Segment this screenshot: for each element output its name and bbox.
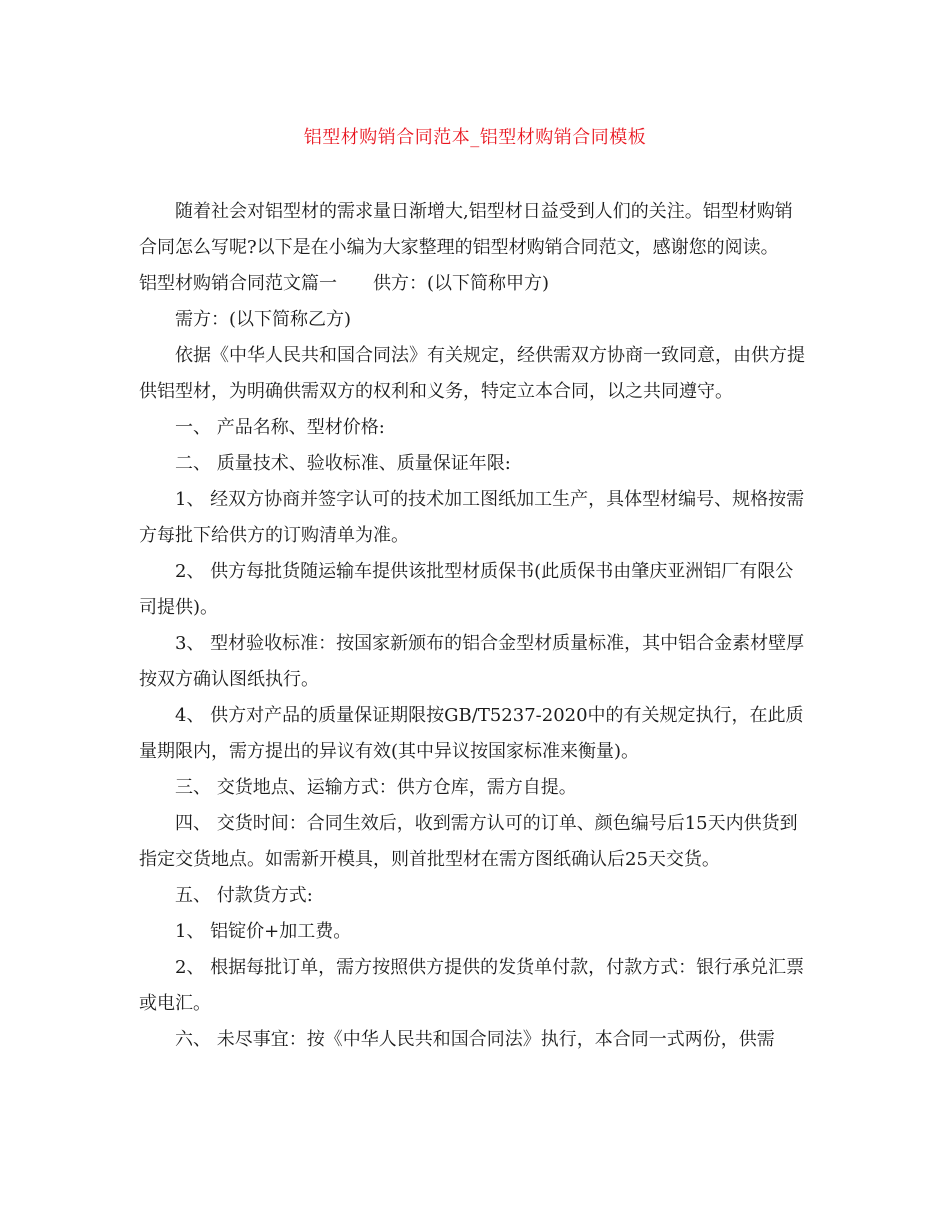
clause-2-item-3: 3、 型材验收标准：按国家新颁布的铝合金型材质量标准，其中铝合金素材壁厚按双方确认图纸执行。 [139, 633, 805, 690]
section-heading: 铝型材购销合同范文篇一 [139, 273, 337, 294]
clause-5-item-2: 2、 根据每批订单，需方按照供方提供的发货单付款，付款方式：银行承兑汇票或电汇。 [139, 957, 805, 1014]
clause-5-item-1: 1、 铝锭价+加工费。 [175, 921, 352, 942]
document-title: 铝型材购销合同范本_铝型材购销合同模板 [303, 127, 647, 148]
section-heading-line [139, 266, 809, 302]
document-body [139, 194, 809, 1058]
clause-6: 六、 未尽事宜：按《中华人民共和国合同法》执行，本合同一式两份，供需 [175, 1029, 775, 1050]
clause-2-item-2: 2、 供方每批货随运输车提供该批型材质保书(此质保书由肇庆亚洲铝厂有限公司提供)。 [139, 561, 794, 618]
clause-2-heading: 二、 质量技术、验收标准、质量保证年限: [175, 453, 511, 474]
clause-5-heading: 五、 付款货方式: [175, 885, 313, 906]
clause-2-item-4: 4、 供方对产品的质量保证期限按GB/T5237-2020中的有关规定执行，在此质量期限内，需方提出的异议有效(其中异议按国家标准来衡量)。 [139, 705, 804, 762]
buyer-line: 需方：(以下简称乙方) [175, 309, 352, 330]
legal-basis-paragraph: 依据《中华人民共和国合同法》有关规定，经供需双方协商一致同意，由供方提供铝型材，为明确供需双方的权利和义务，特定立本合同，以之共同遵守。 [139, 345, 805, 402]
clause-2-item-1: 1、 经双方协商并签字认可的技术加工图纸加工生产，具体型材编号、规格按需方每批下给供方的订购清单为准。 [139, 489, 805, 546]
supplier-line: 供方：(以下简称甲方) [373, 273, 550, 294]
clause-4: 四、 交货时间：合同生效后，收到需方认可的订单、颜色编号后15天内供货到指定交货地点。如需新开模具，则首批型材在需方图纸确认后25天交货。 [139, 813, 798, 870]
clause-1-heading: 一、 产品名称、型材价格: [175, 417, 385, 438]
intro-paragraph: 随着社会对铝型材的需求量日渐增大,铝型材日益受到人们的关注。铝型材购销合同怎么写呢?以下是在小编为大家整理的铝型材购销合同范文，感谢您的阅读。 [139, 201, 793, 258]
clause-3: 三、 交货地点、运输方式：供方仓库，需方自提。 [175, 777, 577, 798]
